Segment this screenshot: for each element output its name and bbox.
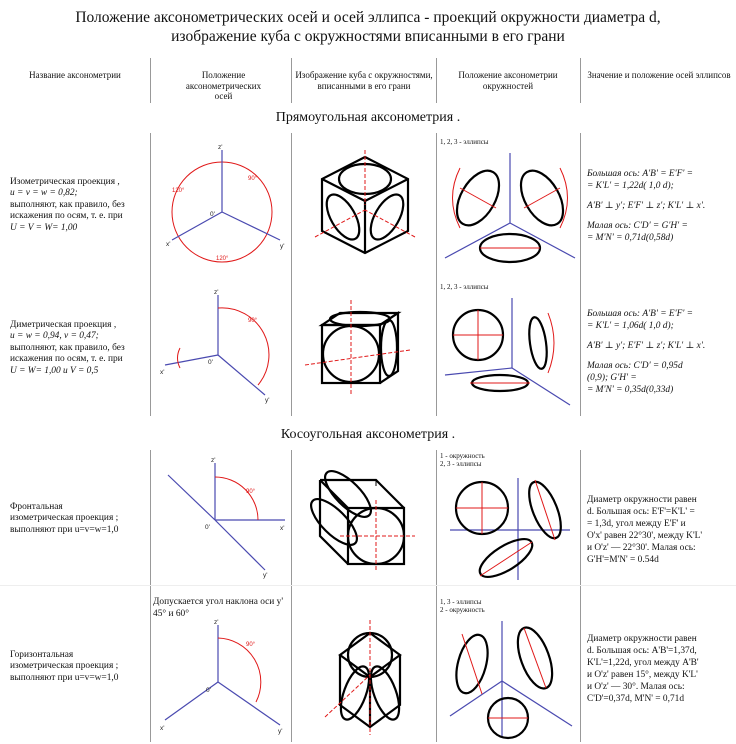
row1-ellipses-diagram — [440, 148, 580, 273]
header-name: Название аксонометрии — [29, 70, 121, 80]
svg-text:90°: 90° — [246, 642, 256, 648]
row4-extra-note: Допускается угол наклона оси y' 45° и 60° — [153, 597, 284, 619]
row2-name: Диметрическая проекция , u = w = 0,94, v = 0,47; выполняют, как правило, без искажения по осям, т. е. при U = W= 1,00 и V = 0,5 — [10, 320, 125, 376]
col-divider — [150, 58, 151, 103]
svg-text:z': z' — [214, 289, 219, 296]
section-oblique: Косоугольная аксонометрия . — [280, 427, 456, 442]
row4-ellipses-diagram — [440, 616, 580, 741]
svg-text:0': 0' — [206, 687, 211, 694]
svg-text:90°: 90° — [248, 176, 258, 182]
row3-note1: 1 - окружность — [440, 452, 485, 460]
ellipse-2 — [526, 316, 549, 370]
svg-text:90°: 90° — [246, 489, 256, 495]
col-divider — [580, 133, 581, 416]
row2-note: 1, 2, 3 - эллипсы — [440, 283, 489, 291]
svg-text:x': x' — [160, 369, 165, 376]
row2-ellipses-diagram — [440, 293, 580, 413]
svg-text:x': x' — [160, 725, 165, 732]
row3-name: Фронтальная изометрическая проекция ; выполняют при u=v=w=1,0 — [10, 502, 119, 535]
row4-name: Горизонтальная изометрическая проекция ; выполняют при u=v=w=1,0 — [10, 650, 119, 683]
row3-ellipses-diagram — [440, 470, 580, 585]
svg-text:0': 0' — [210, 211, 215, 218]
row4-axes-diagram — [160, 620, 290, 740]
page-title-line1: Положение аксонометрических осей и осей эллипса - проекций окружности диаметра d, — [75, 9, 661, 26]
row1-axes-diagram — [160, 140, 290, 270]
col-divider — [436, 58, 437, 103]
row4-values: Диаметр окружности равен d. Большая ось: A'B'=1,37d, K'L'=1,22d, угол между A'B' и O'z' равен 15°, между K'L' и O'z' — 30°. Малая ось: C'D'=0,37d, M'N' = 0,71d — [587, 634, 699, 704]
svg-text:z': z' — [214, 619, 219, 626]
page-title-line2: изображение куба с окружностями вписанными в его грани — [171, 28, 565, 45]
section-rect: Прямоугольная аксонометрия . — [275, 110, 461, 125]
row4-note2: 2 - окружность — [440, 606, 485, 614]
col-divider — [436, 450, 437, 742]
svg-text:120°: 120° — [172, 188, 185, 194]
row4-note1: 1, 3 - эллипсы — [440, 598, 482, 606]
row2-cube-diagram — [300, 295, 430, 410]
svg-text:0': 0' — [208, 359, 213, 366]
svg-text:x': x' — [166, 241, 171, 248]
header-values: Значение и положение осей эллипсов — [587, 70, 731, 80]
row1-values: Большая ось: A'B' = E'F' = = K'L' = 1,22d( 1,0 d); A'B' ⊥ y'; E'F' ⊥ z'; K'L' ⊥ x'. Малая ось: C'D' = G'H' = = M'N' = 0,71d(0,58d) — [587, 169, 706, 243]
row1-cube-diagram — [300, 145, 430, 265]
row3-values: Диаметр окружности равен d. Большая ось: E'F'=K'L' = = 1,3d, угол между E'F' и O'x' равен 22°30', между K'L' и O'z' — 22°30'. Малая ось: G'H'=M'N' = 0.54d — [587, 495, 703, 565]
svg-text:z': z' — [218, 144, 223, 151]
col-divider — [291, 58, 292, 103]
row1-note: 1, 2, 3 - эллипсы — [440, 138, 489, 146]
svg-text:x': x' — [280, 525, 285, 532]
svg-text:y': y' — [280, 243, 285, 250]
col-divider — [580, 58, 581, 103]
row3-axes-diagram — [160, 455, 290, 580]
row1-name: Изометрическая проекция , u = v = w = 0,82; выполняют, как правило, без искажения по осям, т. е. при U = V = W= 1,00 — [10, 177, 125, 233]
row4-cube-diagram — [300, 615, 430, 740]
col-divider — [150, 450, 151, 742]
col-divider — [291, 450, 292, 742]
svg-text:y': y' — [265, 397, 270, 404]
svg-text:y': y' — [278, 728, 283, 735]
header-circles: Положение аксонометрии окружностей — [458, 70, 558, 91]
svg-text:120°: 120° — [216, 256, 229, 262]
row-divider — [0, 585, 736, 586]
col-divider — [150, 133, 151, 416]
col-divider — [580, 450, 581, 742]
svg-text:z': z' — [211, 457, 216, 464]
header-cube: Изображение куба с окружностями, вписанными в его грани — [295, 70, 433, 91]
svg-text:90°: 90° — [248, 318, 258, 324]
col-divider — [436, 133, 437, 416]
row3-note2: 2, 3 - эллипсы — [440, 460, 482, 468]
row3-cube-diagram — [300, 460, 430, 580]
col-divider — [291, 133, 292, 416]
svg-text:y': y' — [263, 572, 268, 579]
row2-axes-diagram — [160, 290, 290, 410]
ellipse-3 — [474, 532, 538, 584]
header-axes: Положение аксонометрических осей — [185, 70, 262, 101]
svg-text:0': 0' — [205, 524, 210, 531]
row2-values: Большая ось: A'B' = E'F' = = K'L' = 1,06d( 1,0 d); A'B' ⊥ y'; E'F' ⊥ z'; K'L' ⊥ x'. Малая ось: C'D' = 0,95d (0,9); G'H' = = M'N' = 0,35d(0,33d) — [587, 309, 706, 395]
